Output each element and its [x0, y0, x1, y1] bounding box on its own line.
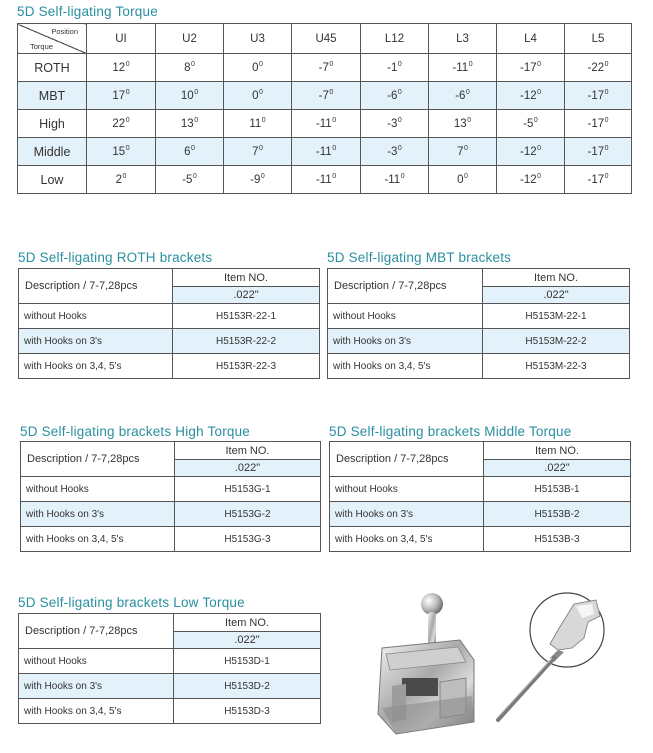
torque-number: -11	[315, 146, 332, 158]
hook-option: with Hooks on 3,4, 5's	[19, 699, 174, 724]
torque-value	[87, 110, 156, 138]
size-value: .022"	[175, 460, 321, 477]
torque-value	[87, 82, 156, 110]
torque-value	[292, 166, 361, 194]
bracket-row	[330, 527, 631, 552]
torque-table	[17, 23, 632, 194]
degree-mark: 0	[397, 117, 402, 124]
torque-value	[156, 138, 224, 166]
degree-mark: 0	[259, 61, 263, 68]
degree-mark: 0	[332, 117, 337, 124]
torque-number: -7	[318, 90, 329, 102]
column-header: L4	[497, 24, 565, 54]
bracket-table-header	[21, 442, 321, 460]
hook-option: without Hooks	[21, 477, 175, 502]
torque-value	[361, 138, 429, 166]
item-no-header: Item NO.	[175, 442, 321, 460]
item-code: H5153M-22-3	[483, 354, 630, 379]
degree-mark: 0	[397, 61, 402, 68]
torque-value	[292, 54, 361, 82]
torque-value	[292, 138, 361, 166]
column-header: U2	[156, 24, 224, 54]
torque-number: 11	[249, 118, 262, 130]
description-header: Description / 7-7,28pcs	[328, 269, 483, 304]
hook-option: with Hooks on 3's	[21, 502, 175, 527]
torque-number: 6	[184, 146, 191, 158]
degree-mark: 0	[125, 117, 130, 124]
degree-mark: 0	[329, 61, 334, 68]
row-label: Middle	[18, 138, 87, 166]
item-code: H5153G-3	[175, 527, 321, 552]
item-code: H5153B-3	[484, 527, 631, 552]
torque-number: 0	[252, 90, 259, 102]
torque-value	[292, 110, 361, 138]
bracket-row	[328, 354, 630, 379]
torque-value	[429, 138, 497, 166]
torque-value	[429, 82, 497, 110]
torque-number: 7	[252, 146, 259, 158]
item-code: H5153R-22-3	[173, 354, 320, 379]
degree-mark: 0	[191, 61, 195, 68]
row-label: Low	[18, 166, 87, 194]
torque-value	[224, 110, 292, 138]
hook-option: with Hooks on 3's	[19, 674, 174, 699]
corner-cell	[18, 24, 87, 54]
torque-row	[18, 110, 632, 138]
torque-number: -12	[519, 146, 537, 158]
bracket-table	[327, 268, 630, 379]
bracket-row	[19, 304, 320, 329]
degree-mark: 0	[397, 145, 402, 152]
torque-number: -1	[387, 62, 398, 74]
item-code: H5153D-2	[174, 674, 321, 699]
hook-option: with Hooks on 3,4, 5's	[330, 527, 484, 552]
torque-value	[156, 110, 224, 138]
torque-value	[224, 138, 292, 166]
torque-number: 13	[180, 118, 194, 130]
torque-value	[361, 166, 429, 194]
column-header: U3	[224, 24, 292, 54]
bracket-table-title: 5D Self-ligating brackets Low Torque	[18, 595, 245, 610]
item-code: H5153R-22-1	[173, 304, 320, 329]
item-no-header: Item NO.	[484, 442, 631, 460]
bracket-row	[330, 502, 631, 527]
torque-number: -6	[387, 90, 398, 102]
torque-number: 10	[180, 90, 194, 102]
degree-mark: 0	[537, 61, 542, 68]
torque-title: 5D Self-ligating Torque	[17, 4, 158, 19]
torque-value	[224, 54, 292, 82]
degree-mark: 0	[194, 117, 199, 124]
degree-mark: 0	[192, 173, 197, 180]
bracket-row	[19, 329, 320, 354]
torque-value	[361, 82, 429, 110]
torque-value	[224, 166, 292, 194]
bracket-table	[20, 441, 321, 552]
torque-number: -3	[387, 118, 398, 130]
hook-option: with Hooks on 3,4, 5's	[328, 354, 483, 379]
torque-number: -11	[452, 62, 469, 74]
hook-option: without Hooks	[330, 477, 484, 502]
item-code: H5153B-1	[484, 477, 631, 502]
degree-mark: 0	[194, 89, 199, 96]
torque-number: -3	[387, 146, 398, 158]
hook-option: with Hooks on 3,4, 5's	[21, 527, 175, 552]
torque-row	[18, 54, 632, 82]
size-value: .022"	[174, 632, 321, 649]
torque-value	[429, 166, 497, 194]
bracket-row	[19, 649, 321, 674]
torque-number: -7	[318, 62, 329, 74]
torque-number: -11	[315, 174, 332, 186]
torque-value	[361, 54, 429, 82]
row-label: MBT	[18, 82, 87, 110]
bracket-table	[329, 441, 631, 552]
torque-value	[87, 54, 156, 82]
degree-mark: 0	[537, 173, 542, 180]
item-code: H5153M-22-1	[483, 304, 630, 329]
bracket-row	[21, 502, 321, 527]
torque-value	[565, 138, 632, 166]
bracket-table-header	[328, 269, 630, 287]
torque-number: 0	[457, 174, 464, 186]
item-code: H5153D-3	[174, 699, 321, 724]
degree-mark: 0	[400, 173, 405, 180]
degree-mark: 0	[397, 89, 402, 96]
column-header: L3	[429, 24, 497, 54]
column-header: L12	[361, 24, 429, 54]
degree-mark: 0	[122, 173, 127, 180]
hook-option: with Hooks on 3,4, 5's	[19, 354, 173, 379]
bracket-row	[19, 699, 321, 724]
degree-mark: 0	[259, 145, 263, 152]
degree-mark: 0	[125, 145, 130, 152]
bracket-table-header	[330, 442, 631, 460]
bracket-table	[18, 268, 320, 379]
bracket-table-title: 5D Self-ligating brackets High Torque	[20, 424, 251, 439]
torque-number: 22	[112, 118, 126, 130]
torque-number: -17	[587, 118, 605, 130]
position-label: Position	[51, 27, 78, 36]
torque-label: Torque	[30, 42, 53, 51]
hook-option: with Hooks on 3's	[330, 502, 484, 527]
torque-number: 2	[115, 174, 122, 186]
item-no-header: Item NO.	[174, 614, 321, 632]
row-label: High	[18, 110, 87, 138]
bracket-table-header	[19, 614, 321, 632]
description-header: Description / 7-7,28pcs	[330, 442, 484, 477]
degree-mark: 0	[259, 89, 263, 96]
torque-value	[497, 166, 565, 194]
degree-mark: 0	[125, 61, 130, 68]
torque-number: -11	[384, 174, 401, 186]
bracket-row	[19, 674, 321, 699]
row-label: ROTH	[18, 54, 87, 82]
degree-mark: 0	[604, 117, 609, 124]
torque-number: 7	[457, 146, 464, 158]
description-header: Description / 7-7,28pcs	[19, 614, 174, 649]
torque-number: 13	[453, 118, 467, 130]
torque-number: -6	[455, 90, 466, 102]
torque-value	[429, 110, 497, 138]
torque-row	[18, 166, 632, 194]
hook-option: without Hooks	[328, 304, 483, 329]
torque-number: -11	[315, 118, 332, 130]
torque-number: 8	[184, 62, 191, 74]
hook-option: without Hooks	[19, 649, 174, 674]
item-code: H5153D-1	[174, 649, 321, 674]
torque-number: -17	[587, 90, 605, 102]
item-no-header: Item NO.	[173, 269, 320, 287]
torque-value	[87, 166, 156, 194]
item-no-header: Item NO.	[483, 269, 630, 287]
description-header: Description / 7-7,28pcs	[19, 269, 173, 304]
degree-mark: 0	[604, 89, 609, 96]
torque-number: -9	[250, 174, 261, 186]
torque-number: -12	[519, 90, 537, 102]
torque-value	[156, 82, 224, 110]
degree-mark: 0	[260, 173, 265, 180]
bracket-table-title: 5D Self-ligating ROTH brackets	[18, 250, 213, 265]
size-value: .022"	[483, 287, 630, 304]
degree-mark: 0	[604, 173, 609, 180]
description-header: Description / 7-7,28pcs	[21, 442, 175, 477]
hook-option: without Hooks	[19, 304, 173, 329]
degree-mark: 0	[465, 89, 470, 96]
item-code: H5153R-22-2	[173, 329, 320, 354]
degree-mark: 0	[604, 61, 609, 68]
bracket-table-header	[19, 269, 320, 287]
torque-value	[497, 138, 565, 166]
bracket-illustration	[362, 590, 486, 740]
torque-value	[565, 54, 632, 82]
torque-row	[18, 82, 632, 110]
bracket-table	[18, 613, 321, 724]
torque-row	[18, 138, 632, 166]
degree-mark: 0	[533, 117, 538, 124]
hook-option: with Hooks on 3's	[19, 329, 173, 354]
torque-number: -17	[587, 174, 605, 186]
torque-number: -22	[587, 62, 605, 74]
probe-tool-illustration	[488, 592, 610, 724]
torque-value	[87, 138, 156, 166]
degree-mark: 0	[125, 89, 130, 96]
column-header: L5	[565, 24, 632, 54]
torque-number: -12	[519, 174, 537, 186]
bracket-row	[19, 354, 320, 379]
torque-number: 0	[252, 62, 259, 74]
column-header: UI	[87, 24, 156, 54]
torque-number: -17	[587, 146, 605, 158]
torque-value	[224, 82, 292, 110]
degree-mark: 0	[332, 145, 337, 152]
torque-value	[565, 166, 632, 194]
bracket-table-title: 5D Self-ligating brackets Middle Torque	[329, 424, 572, 439]
torque-value	[497, 54, 565, 82]
bracket-row	[21, 477, 321, 502]
degree-mark: 0	[467, 117, 472, 124]
item-code: H5153B-2	[484, 502, 631, 527]
torque-number: -5	[182, 174, 193, 186]
torque-header-row	[18, 24, 632, 54]
degree-mark: 0	[604, 145, 609, 152]
degree-mark: 0	[329, 89, 334, 96]
bracket-row	[328, 304, 630, 329]
item-code: H5153M-22-2	[483, 329, 630, 354]
hook-option: with Hooks on 3's	[328, 329, 483, 354]
torque-number: 15	[112, 146, 126, 158]
bracket-row	[21, 527, 321, 552]
degree-mark: 0	[464, 173, 468, 180]
degree-mark: 0	[332, 173, 337, 180]
size-value: .022"	[484, 460, 631, 477]
degree-mark: 0	[191, 145, 195, 152]
torque-number: -5	[523, 118, 534, 130]
item-code: H5153G-1	[175, 477, 321, 502]
degree-mark: 0	[537, 89, 542, 96]
torque-number: 17	[112, 90, 126, 102]
torque-value	[497, 82, 565, 110]
item-code: H5153G-2	[175, 502, 321, 527]
degree-mark: 0	[261, 117, 266, 124]
column-header: U45	[292, 24, 361, 54]
torque-value	[156, 54, 224, 82]
bracket-row	[328, 329, 630, 354]
torque-number: 12	[112, 62, 126, 74]
torque-value	[565, 82, 632, 110]
torque-value	[497, 110, 565, 138]
torque-value	[156, 166, 224, 194]
degree-mark: 0	[464, 145, 468, 152]
bracket-table-title: 5D Self-ligating MBT brackets	[327, 250, 512, 265]
bracket-row	[330, 477, 631, 502]
degree-mark: 0	[537, 145, 542, 152]
torque-value	[429, 54, 497, 82]
size-value: .022"	[173, 287, 320, 304]
torque-value	[565, 110, 632, 138]
torque-value	[292, 82, 361, 110]
degree-mark: 0	[468, 61, 473, 68]
torque-value	[361, 110, 429, 138]
torque-number: -17	[519, 62, 537, 74]
